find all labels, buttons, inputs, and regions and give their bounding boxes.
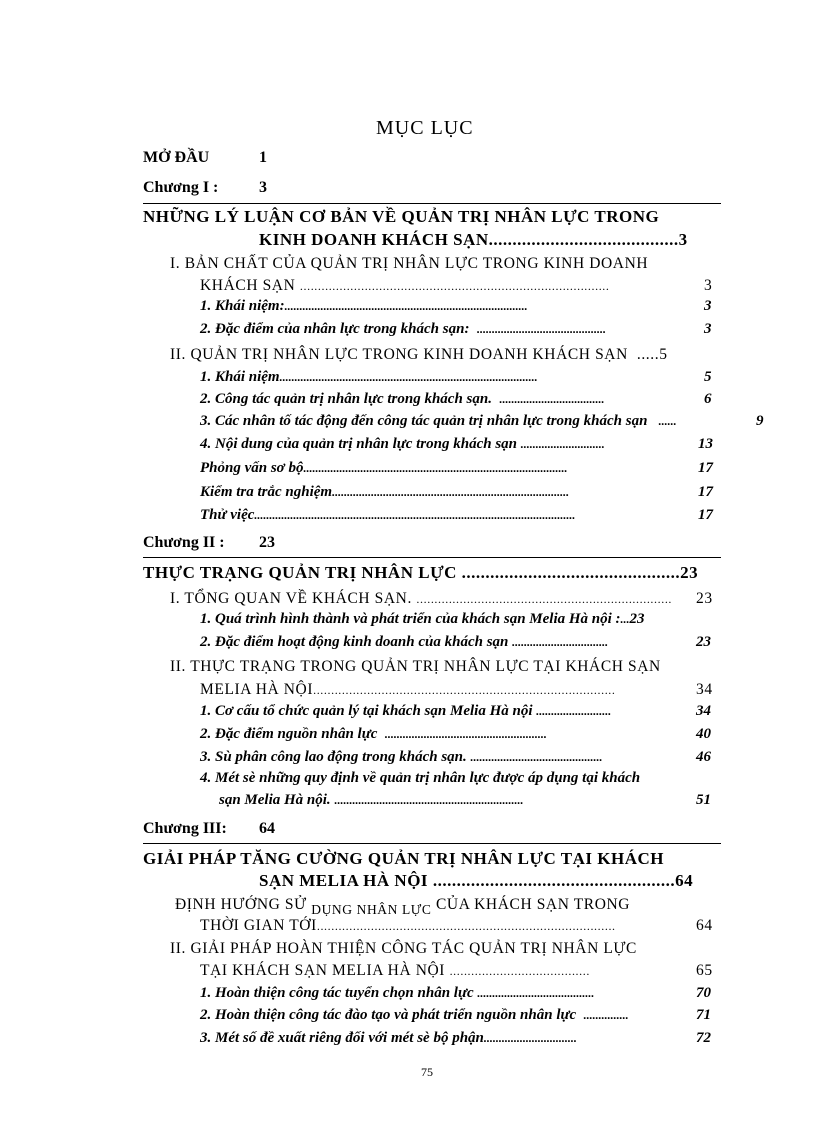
toc-item-page: 3 [704, 321, 712, 337]
section-3-1-page: 64 [696, 917, 713, 934]
toc-item-page: 40 [696, 726, 711, 742]
leader-dots: ..... [636, 346, 660, 363]
toc-item[interactable]: Thử việc........................................................................................................... [200, 507, 576, 523]
toc-item[interactable]: 2. Đặc điểm nguồn nhân lực ...................................................... [200, 726, 547, 742]
toc-item[interactable]: Kiểm tra trắc nghiệm............................................................................... [200, 484, 570, 500]
divider [143, 203, 721, 204]
chapter-2-heading-page: 23 [680, 563, 699, 582]
leader-dots: ............................ [520, 437, 605, 451]
chapter-3-page: 64 [259, 820, 275, 837]
toc-item-page: 71 [696, 1007, 711, 1023]
leader-dots: ....................................... [477, 986, 595, 1000]
leader-dots: ...... [658, 414, 677, 428]
chapter-3-label[interactable]: Chương III: [143, 820, 227, 837]
chapter-1-heading[interactable]: NHỮNG LÝ LUẬN CƠ BẢN VỀ QUẢN TRỊ NHÂN LỰC TRONG [143, 207, 660, 226]
leader-dots: ............................................................... [334, 793, 524, 807]
chapter-2-label[interactable]: Chương II : [143, 534, 225, 551]
toc-item[interactable]: 4. Mét sè những quy định về quản trị nhân lực được áp dụng tại khách [200, 770, 641, 786]
toc-item-page: 72 [696, 1030, 711, 1046]
toc-intro-page: 1 [259, 149, 267, 166]
section-1-1-title[interactable]: I. BẢN CHẤT CỦA QUẢN TRỊ NHÂN LỰC TRONG KINH DOANH [170, 255, 649, 272]
toc-item-page: 70 [696, 985, 711, 1001]
toc-intro-label[interactable]: MỞ ĐẦU [143, 149, 210, 166]
toc-item-page: 23 [629, 611, 645, 627]
leader-dots: ......................... [536, 704, 612, 718]
section-1-1-page: 3 [704, 277, 713, 294]
toc-item[interactable]: 1. Hoàn thiện công tác tuyển chọn nhân lực ....................................... [200, 985, 595, 1001]
leader-dots: ............... [583, 1008, 629, 1022]
leader-dots: ...................................................................................... [279, 370, 538, 384]
toc-item-page: 51 [696, 792, 711, 808]
section-3-2-page: 65 [696, 962, 713, 979]
chapter-1-label[interactable]: Chương I : [143, 179, 219, 196]
leader-dots: ....................................... [449, 964, 590, 978]
chapter-3-heading-page: 64 [675, 871, 694, 890]
leader-dots: ............................................................................... [332, 485, 570, 499]
toc-item[interactable]: 1. Cơ cấu tổ chức quản lý tại khách sạn Melia Hà nội ......................... [200, 703, 612, 719]
leader-dots: ........................................... [476, 322, 606, 336]
toc-item[interactable]: Phỏng vấn sơ bộ........................................................................................ [200, 460, 568, 476]
leader-dots: ........................................ [488, 230, 679, 249]
chapter-1-heading-line2[interactable]: KINH DOANH KHÁCH SẠN........................................3 [259, 230, 688, 249]
page-title: MỤC LỤC [376, 117, 474, 139]
leader-dots: ............................................ [470, 750, 603, 764]
leader-dots: ................................................................................... [316, 919, 616, 933]
toc-item[interactable]: 3. Mét số đề xuất riêng đối với mét sè bộ phận............................... [200, 1030, 577, 1046]
toc-item-page: 17 [698, 460, 713, 476]
toc-item[interactable]: 4. Nội dung của quản trị nhân lực trong khách sạn ............................ [200, 436, 605, 452]
toc-item[interactable]: 1. Khái niệm:................................................................................. [200, 298, 528, 314]
toc-item[interactable]: 2. Hoàn thiện công tác đào tạo và phát triển nguồn nhân lực ............... [200, 1007, 629, 1023]
section-3-1-title[interactable]: ĐỊNH HƯỚNG SỬ DỤNG NHÂN LỰC CỦA KHÁCH SẠN TRONG [175, 896, 631, 917]
section-1-2-title[interactable]: II. QUẢN TRỊ NHÂN LỰC TRONG KINH DOANH KHÁCH SẠN .....5 [170, 346, 668, 363]
section-1-1-title-line2[interactable]: KHÁCH SẠN ...................................................................................... [200, 277, 610, 294]
leader-dots: .................................................................................... [313, 683, 616, 697]
toc-item-page: 5 [704, 369, 712, 385]
chapter-3-heading[interactable]: GIẢI PHÁP TĂNG CƯỜNG QUẢN TRỊ NHÂN LỰC TẠI KHÁCH [143, 849, 664, 868]
leader-dots: ............................... [483, 1031, 577, 1045]
section-2-1-title[interactable]: I. TỔNG QUAN VỀ KHÁCH SẠN. ....................................................................... [170, 590, 673, 607]
divider [143, 843, 721, 844]
chapter-2-page: 23 [259, 534, 275, 551]
leader-dots: ................................... [499, 392, 605, 406]
section-3-2-title-line2[interactable]: TẠI KHÁCH SẠN MELIA HÀ NỘI ....................................... [200, 962, 590, 979]
leader-dots: ...................................................................................... [299, 279, 610, 293]
leader-dots: ...................................................... [384, 727, 547, 741]
leader-dots: ... [620, 612, 630, 626]
leader-dots: ........................................................................................ [303, 461, 568, 475]
divider [143, 557, 721, 558]
toc-item[interactable]: 2. Đặc điểm hoạt động kinh doanh của khách sạn ................................ [200, 634, 609, 650]
toc-item[interactable]: 1. Khái niệm...................................................................................... [200, 369, 538, 385]
toc-item[interactable]: 2. Công tác quản trị nhân lực trong khách sạn. ................................... [200, 391, 605, 407]
leader-dots: ........................................................................................................... [254, 508, 576, 522]
chapter-2-heading[interactable]: THỰC TRẠNG QUẢN TRỊ NHÂN LỰC ..............................................23 [143, 563, 699, 582]
toc-item[interactable]: 3. Các nhân tố tác động đến công tác quản trị nhân lực trong khách sạn ...... [200, 413, 677, 429]
chapter-1-heading-page: 3 [678, 230, 688, 249]
section-2-1-page: 23 [696, 590, 713, 607]
leader-dots: ................................................................................. [284, 299, 528, 313]
section-2-2-title-line2[interactable]: MELIA HÀ NỘI.................................................................................... [200, 681, 616, 698]
section-3-1-title-line2[interactable]: THỜI GIAN TỚI................................................................................... [200, 917, 616, 934]
toc-item-page: 34 [696, 703, 711, 719]
chapter-3-heading-line2[interactable]: SẠN MELIA HÀ NỘI ...................................................64 [259, 871, 694, 890]
leader-dots: ....................................................................... [416, 592, 673, 606]
page-number: 75 [421, 1065, 433, 1079]
toc-item[interactable]: 2. Đặc điểm của nhân lực trong khách sạn: ........................................... [200, 321, 606, 337]
leader-dots: .............................................. [461, 563, 681, 582]
toc-item[interactable]: 3. Sù phân công lao động trong khách sạn. ............................................ [200, 749, 603, 765]
section-3-2-title[interactable]: II. GIẢI PHÁP HOÀN THIỆN CÔNG TÁC QUẢN TRỊ NHÂN LỰC [170, 940, 637, 957]
toc-item-page: 23 [696, 634, 711, 650]
leader-dots: ................................................... [432, 871, 676, 890]
toc-item[interactable]: 1. Quá trình hình thành và phát triển của khách sạn Melia Hà nội :...23 [200, 611, 645, 627]
leader-dots: ................................ [512, 635, 609, 649]
toc-item-page: 17 [698, 507, 713, 523]
toc-item-line2[interactable]: sạn Melia Hà nội. ............................................................... [219, 792, 524, 808]
section-1-2-page: 5 [659, 346, 668, 363]
toc-item-page: 46 [696, 749, 711, 765]
section-2-2-title[interactable]: II. THỰC TRẠNG TRONG QUẢN TRỊ NHÂN LỰC TẠI KHÁCH SẠN [170, 658, 661, 675]
section-2-2-page: 34 [696, 681, 713, 698]
toc-item-page: 6 [704, 391, 712, 407]
toc-item-page: 3 [704, 298, 712, 314]
chapter-1-page: 3 [259, 179, 267, 196]
toc-item-page: 13 [698, 436, 713, 452]
toc-item-page: 17 [698, 484, 713, 500]
toc-item-page: 9 [756, 413, 764, 429]
